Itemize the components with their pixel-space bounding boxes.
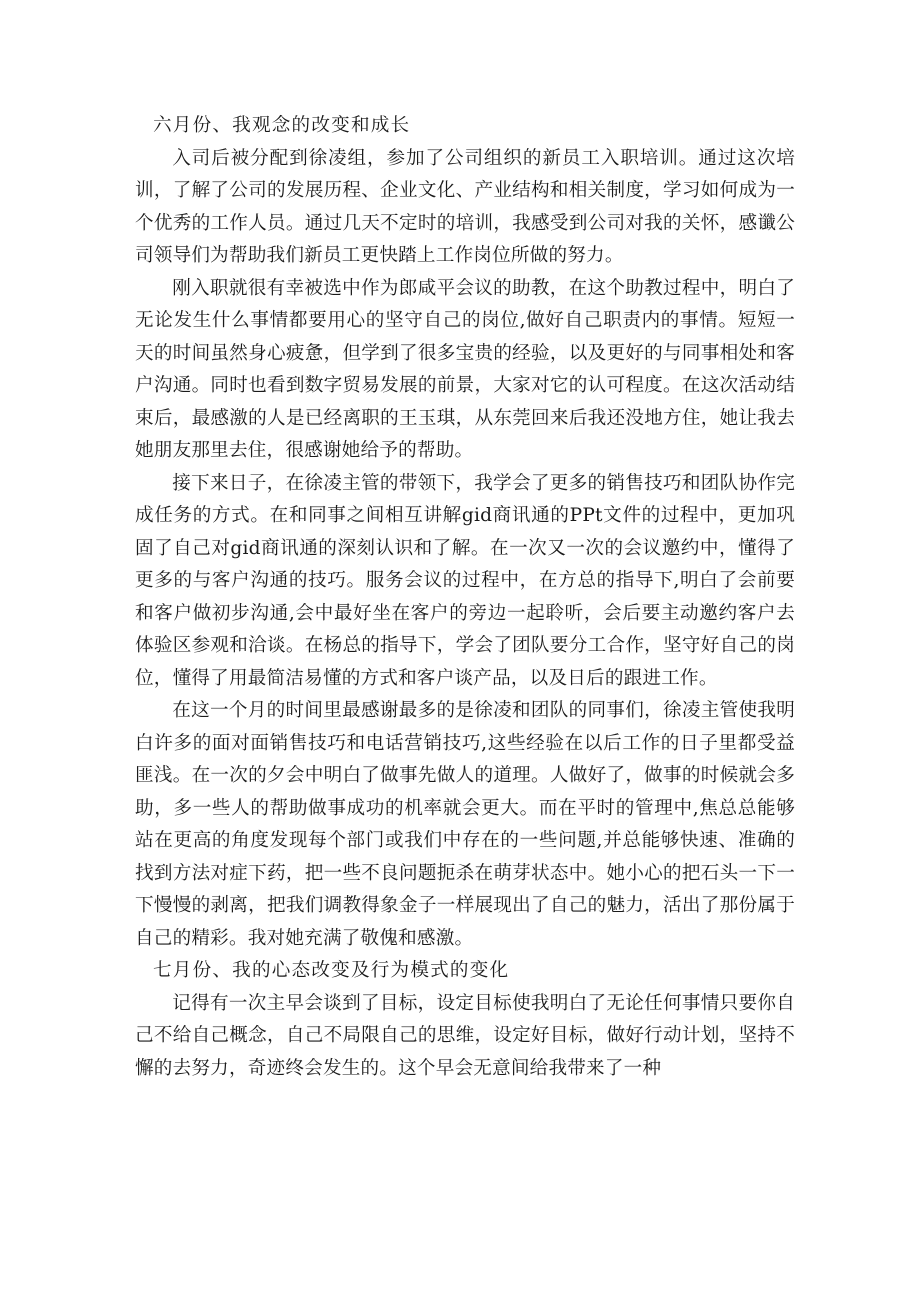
- paragraph-onboarding-training: 入司后被分配到徐凌组，参加了公司组织的新员工入职培训。通过这次培训，了解了公司的发展历程、企业文化、产业结构和相关制度，学习如何成为一个优秀的工作人员。通过几天不定时的培训，我感受到公司对我的关怀，感谶公司领导们为帮助我们新员工更快踏上工作岗位所做的努力。: [135, 147, 795, 266]
- document-body: [135, 110, 795, 1085]
- paragraph-teaching-assistant: 刚入职就很有幸被选中作为郎咸平会议的助教，在这个助教过程中，明白了无论发生什么事情都要用心的坚守自己的岗位,做好自己职责内的事情。短短一天的时间虽然身心疲惫，但学到了很多宝贵的经验，以及更好的与同事相处和客户沟通。同时也看到数字贸易发展的前景，大家对它的认可程度。在这次活动结束后，最感激的人是已经离职的王玉琪，从东莞回来后我还没地方住，她让我去她朋友那里去住，很感谢她给予的帮助。: [135, 277, 795, 461]
- paragraph-sales-skills: 接下来日子，在徐凌主管的带领下，我学会了更多的销售技巧和团队协作完成任务的方式。在和同事之间相互讲解gid商讯通的PPt文件的过程中，更加巩固了自己对gid商讯通的深刻认识和了解。在一次又一次的会议邀约中，懂得了更多的与客户沟通的技巧。服务会议的过程中，在方总的指导下,明白了会前要和客户做初步沟通,会中最好坐在客户的旁边一起聆听，会后要主动邀约客户去体验区参观和洽谈。在杨总的指导下，学会了团队要分工合作，坚守好自己的岗位，懂得了用最简洁易懂的方式和客户谈产品，以及日后的跟进工作。: [135, 472, 795, 689]
- paragraph-goal-setting: 记得有一次主早会谈到了目标，设定目标使我明白了无论任何事情只要你自己不给自己概念，自己不局限自己的思维，设定好目标，做好行动计划，坚持不懈的去努力，奇迹终会发生的。这个早会无意间给我带来了一种: [135, 992, 795, 1079]
- paragraph-gratitude: 在这一个月的时间里最感谢最多的是徐凌和团队的同事们，徐凌主管使我明白许多的面对面销售技巧和电话营销技巧,这些经验在以后工作的日子里都受益匪浅。在一次的夕会中明白了做事先做人的道理。人做好了，做事的时候就会多助，多一些人的帮助做事成功的机率就会更大。而在平时的管理中,焦总总能够站在更高的角度发现每个部门或我们中存在的一些问题,并总能够快速、准确的找到方法对症下药，把一些不良问题扼杀在萌芽状态中。她小心的把石头一下一下慢慢的剥离，把我们调教得象金子一样展现出了自己的魅力，活出了那份属于自己的精彩。我对她充满了敬傀和感激。: [135, 700, 795, 949]
- section-heading-june: 六月份、我观念的改变和成长: [153, 115, 411, 136]
- section-heading-july: 七月份、我的心态改变及行为模式的变化: [153, 960, 510, 981]
